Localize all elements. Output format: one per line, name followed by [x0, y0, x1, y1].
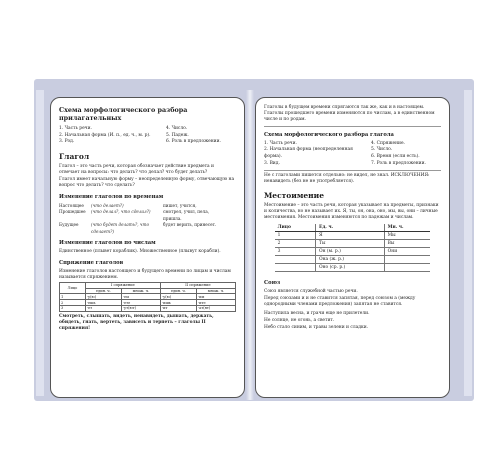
- conjunction-example: Не солнце, не огонь, а светит.: [264, 317, 335, 323]
- left-page: [50, 97, 245, 398]
- table-header: множ. ч.: [121, 288, 160, 294]
- conjugation-text: Изменение глаголов настоящего и будущего времени по лицам и числам называется спряжением.: [59, 269, 231, 280]
- verb-scheme-title: Схема морфологического разбора глагола: [264, 131, 394, 138]
- list-item: 3. Вид.: [264, 160, 280, 166]
- table-row: 3 Он (м. р.) Они: [275, 247, 431, 255]
- number-text: Единственное (плывет кораблик). Множественное (плывут корабли).: [59, 249, 221, 255]
- list-item: 4. Спряжение.: [371, 140, 405, 146]
- page-edges-left: [36, 90, 44, 396]
- table-row: Оно (ср. р.): [275, 263, 431, 271]
- list-item: 1. Часть речи.: [264, 140, 297, 146]
- table-row: Прошедшее (что делал?, что сделал?) смотрел, учил, пела,: [59, 209, 210, 215]
- list-item: 2. Начальная форма (И. п., ед. ч., м. р).: [59, 132, 151, 138]
- conjugation-table: [59, 282, 236, 312]
- conjunction-definition: Союз является служебной частью речи.: [264, 288, 358, 294]
- list-item: 6. Роль в предложении.: [166, 139, 221, 145]
- list-item: 3. Род.: [59, 139, 75, 145]
- table-header: Ед. ч.: [316, 224, 385, 232]
- list-item: 1. Часть речи.: [59, 126, 92, 131]
- conjugation-title: Спряжение глаголов: [59, 260, 124, 267]
- verb-initial-form: Глагол имеет начальную форму – неопределенную форму, отвечающую на вопрос что делать? что сделать?: [59, 176, 235, 188]
- table-row: пришла.: [163, 215, 182, 221]
- table-header: един. ч.: [160, 288, 196, 294]
- table-row: Она (ж. р.): [275, 255, 431, 263]
- right-page: [255, 97, 450, 398]
- ne-with-verbs-text: Не с глаголами пишется отдельно: не видел, не знал. ИСКЛЮЧЕНИЯ: ненавидеть (без не не употребляется).: [264, 173, 430, 185]
- table-header: Лицо: [275, 224, 316, 232]
- table-row: Будущее (что будет делать?, что сделает?) будет верить, принесет.: [59, 222, 217, 234]
- table-header: II спряжение: [160, 282, 235, 288]
- book-spine: [246, 90, 254, 400]
- table-header: множ. ч.: [196, 288, 235, 294]
- pronoun-title: Местоимение: [264, 191, 324, 201]
- adj-scheme-list: [59, 126, 236, 146]
- conjunction-example: Наступила весна, и грачи еще не прилетели.: [264, 310, 370, 316]
- list-item: 2. Начальная форма (неопределенная форма).: [264, 147, 353, 160]
- table-row: 1 Я Мы: [275, 231, 431, 239]
- number-title: Изменение глаголов по числам: [59, 240, 156, 247]
- pronoun-definition: Местоимение – это часть речи, которая указывает на предметы, признаки и количества, но не называет их. Я, ты, он, она, оно, мы, вы, они – личные местоимения. Местоимения изменяются по падежам и числам.: [264, 203, 439, 220]
- tense-title: Изменение глаголов по временам: [59, 193, 164, 200]
- table-row: Настоящее (что делает?) пишет, учится,: [59, 202, 197, 208]
- verb-future-text: Глаголы в будущем времени спрягаются так же, как и в настоящем. Глаголы прошедшего времени изменяются по числам, а в единственном числе и по родам.: [264, 105, 435, 122]
- table-header: един. ч.: [85, 288, 121, 294]
- conjunction-title: Союз: [264, 279, 281, 286]
- list-item: 4. Число.: [166, 126, 188, 131]
- table-row: 3 -ет -ут(ют) -ит -ат(ят): [60, 306, 236, 312]
- table-row: 1 -у(ю) -ем -у(ю) -им: [60, 294, 236, 300]
- list-item: 6. Время (если есть).: [371, 154, 420, 160]
- conjunction-example: Небо стало синим, и травы зелени и сладки.: [264, 324, 369, 330]
- table-row: 2 Ты Вы: [275, 239, 431, 247]
- verb-title: Глагол: [59, 151, 90, 161]
- verb-definition: Глагол – это часть речи, которая обозначает действие предмета и отвечает на вопросы: что делать? что делал? что будет делать?: [59, 163, 214, 175]
- table-row: 2 -ешь -ете -ишь -ите: [60, 300, 236, 306]
- divider: [264, 126, 441, 127]
- page-edges-right: [464, 90, 472, 396]
- conjugation-note: Смотреть, слышать, видеть, ненавидеть, дышать, держать, обидеть, гнать, вертеть, зависеть и терпеть – глаголы II спряжения!: [59, 313, 214, 331]
- verb-scheme-list: [264, 141, 441, 167]
- table-header: I спряжение: [85, 282, 160, 288]
- pronoun-table: [275, 224, 431, 272]
- divider: [264, 170, 441, 171]
- list-item: 5. Падеж.: [166, 132, 189, 138]
- table-header: Лицо: [60, 282, 86, 294]
- adj-scheme-title: Схема морфологического разбора прилагательных: [59, 106, 188, 122]
- conjunction-rule: Перед союзами и и не ставится запятая, перед союзом а (между однородными членами предложения) запятая не ставится.: [264, 295, 416, 307]
- table-header: Мн. ч.: [384, 224, 430, 232]
- list-item: 7. Роль в предложении.: [371, 160, 426, 166]
- list-item: 5. Число.: [371, 147, 393, 153]
